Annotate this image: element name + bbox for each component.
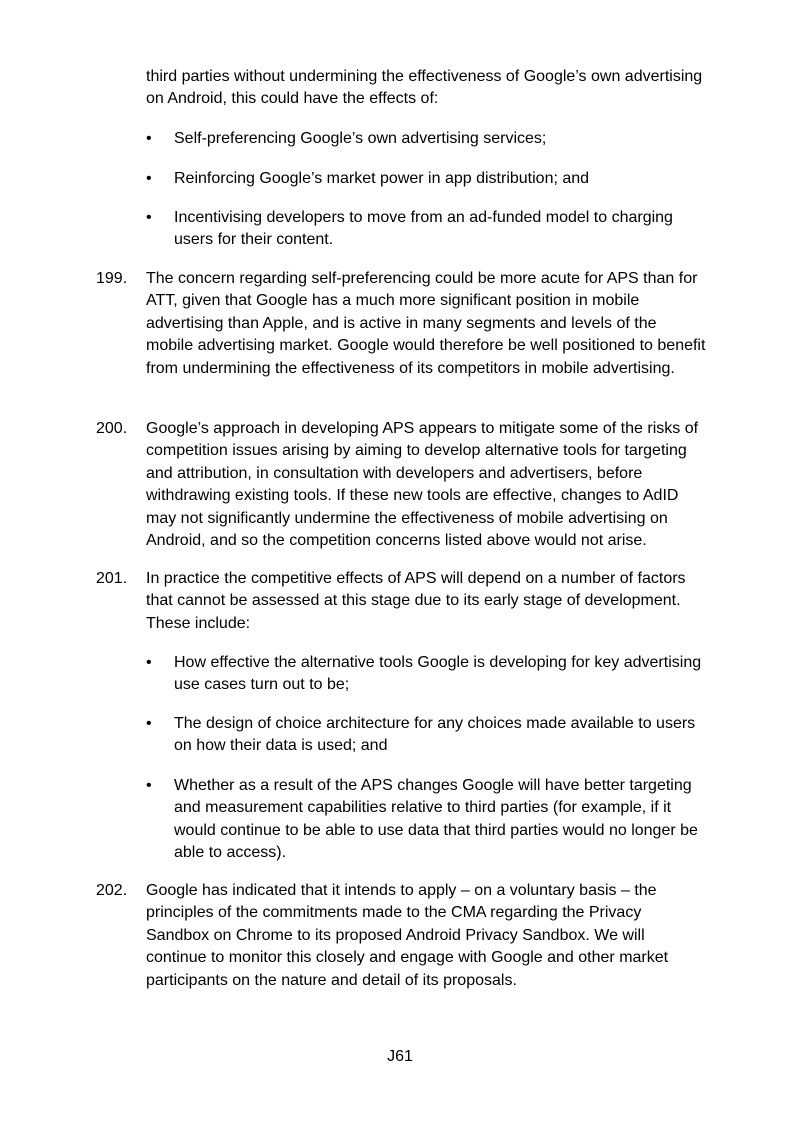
list-item xyxy=(146,652,708,697)
paragraph-text: The concern regarding self-preferencing could be more acute for APS than for ATT, given that Google has a much more significant position in mobile advertising than Apple, and is active in many segments and levels of the mobile advertising market. Google would therefore be well positioned to benefit from undermining the effectiveness of its competitors in mobile advertising. xyxy=(146,270,706,377)
list-item xyxy=(146,168,708,190)
bullet-icon: • xyxy=(146,130,152,147)
bullet-icon: • xyxy=(146,715,152,732)
intro-paragraph: third parties without undermining the effectiveness of Google’s own advertising on Android, this could have the effects of: xyxy=(146,68,703,108)
bullet-icon: • xyxy=(146,209,152,226)
numbered-paragraph xyxy=(96,880,708,992)
numbered-paragraph xyxy=(96,268,708,380)
list-item xyxy=(146,775,708,865)
list-item xyxy=(146,207,708,252)
bullet-text: Whether as a result of the APS changes Google will have better targeting and measurement capabilities relative to third parties (for example, if it would continue to be able to use data that third parties would no longer be able to access). xyxy=(174,777,698,862)
paragraph-number: 202. xyxy=(96,882,128,899)
bullet-text: Self-preferencing Google’s own advertising services; xyxy=(174,130,547,147)
bullet-icon: • xyxy=(146,654,152,671)
paragraph-number: 201. xyxy=(96,570,128,587)
bullet-text: Incentivising developers to move from an ad-funded model to charging users for their content. xyxy=(174,209,673,249)
bullet-icon: • xyxy=(146,170,152,187)
paragraph-text: In practice the competitive effects of APS will depend on a number of factors that cannot be assessed at this stage due to its early stage of development. These include: xyxy=(146,570,686,632)
paragraph-text: Google’s approach in developing APS appears to mitigate some of the risks of competition issues arising by aiming to develop alternative tools for targeting and attribution, in consultation with developers and advertisers, before withdrawing existing tools. If these new tools are effective, changes to AdID may not significantly undermine the effectiveness of mobile advertising on Android, and so the competition concerns listed above would not arise. xyxy=(146,420,699,550)
list-item xyxy=(146,713,708,758)
paragraph-number: 199. xyxy=(96,270,128,287)
bullet-icon: • xyxy=(146,777,152,794)
paragraph-text: Google has indicated that it intends to apply – on a voluntary basis – the principles of the commitments made to the CMA regarding the Privacy Sandbox on Chrome to its proposed Android Privacy Sandbox. We will continue to monitor this closely and engage with Google and other market participants on the nature and detail of its proposals. xyxy=(146,882,669,989)
page-number: J61 xyxy=(387,1048,413,1065)
list-item xyxy=(146,128,708,150)
numbered-paragraph xyxy=(96,568,708,635)
bullet-text: The design of choice architecture for any choices made available to users on how their data is used; and xyxy=(174,715,696,755)
bullet-text: How effective the alternative tools Google is developing for key advertising use cases turn out to be; xyxy=(174,654,702,694)
bullet-text: Reinforcing Google’s market power in app distribution; and xyxy=(174,170,590,187)
numbered-paragraph xyxy=(96,418,708,552)
paragraph-number: 200. xyxy=(96,420,128,437)
